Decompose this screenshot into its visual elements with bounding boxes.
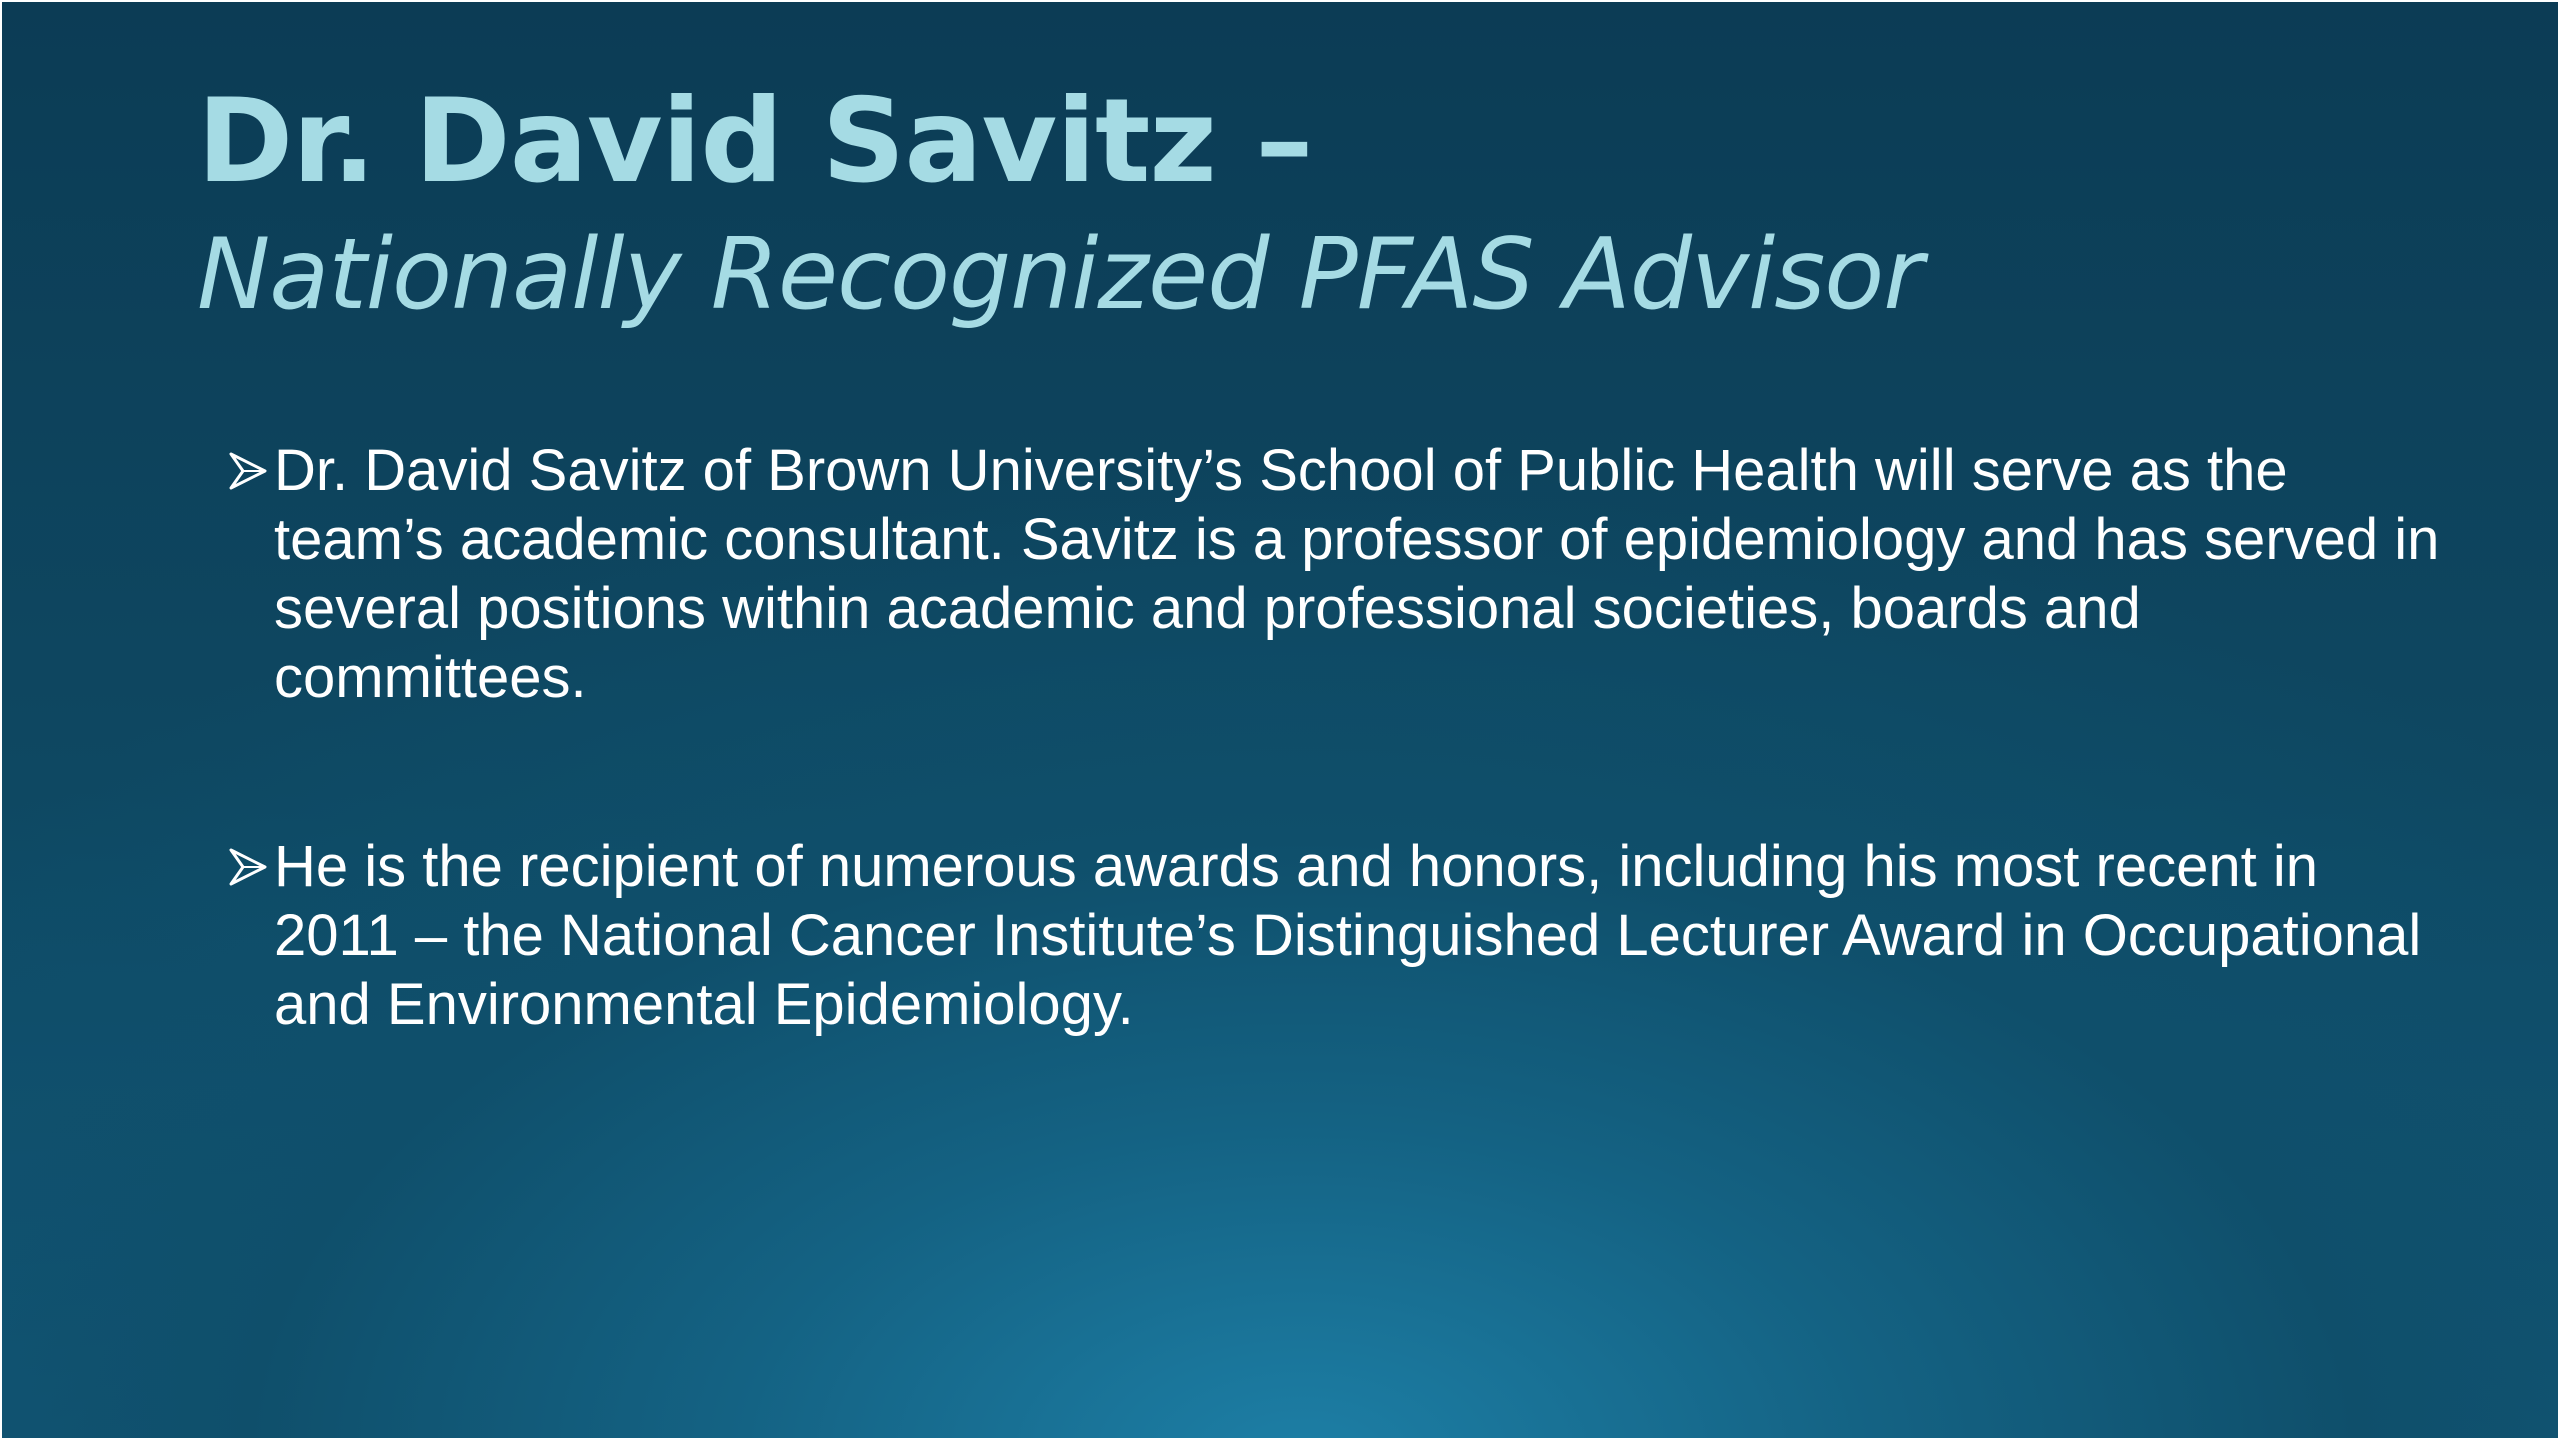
arrow-bullet-icon xyxy=(228,848,268,886)
bullet-text: Dr. David Savitz of Brown University’s School of Public Health will serve as the team’s academic consultant. Savitz is a professor of epidemiology and has served in several positions within academic and professional societies, boards and committees. xyxy=(274,438,2440,710)
slide-title: Dr. David Savitz – xyxy=(197,74,1313,209)
title-block xyxy=(197,72,2397,338)
arrow-bullet-icon xyxy=(228,452,268,490)
bullet-item xyxy=(226,436,2456,712)
slide xyxy=(2,2,2558,1438)
bullet-item xyxy=(226,832,2456,1039)
bullet-list xyxy=(226,436,2456,1039)
slide-subtitle: Nationally Recognized PFAS Advisor xyxy=(197,218,1923,332)
bullet-text: He is the recipient of numerous awards and honors, including his most recent in 2011 – the National Cancer Institute’s Distinguished Lecturer Award in Occupational and Environmental Epidemiology. xyxy=(274,834,2422,1037)
